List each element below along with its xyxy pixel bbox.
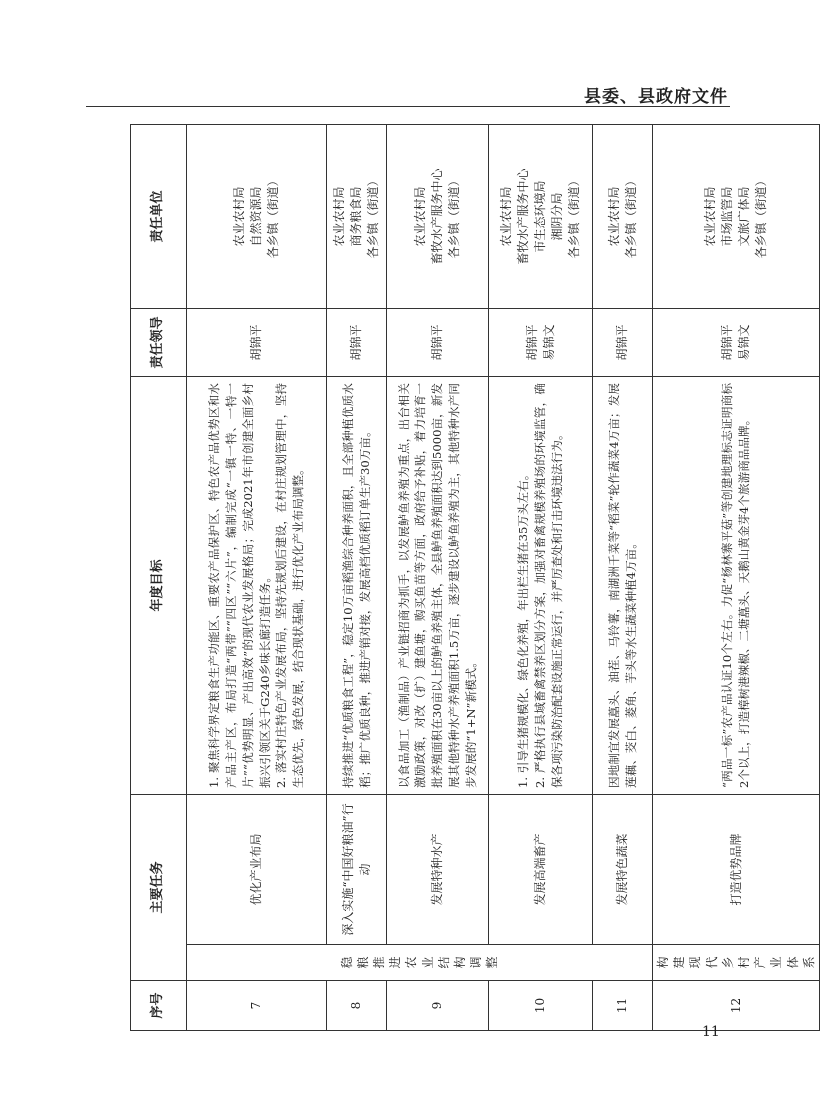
row-leader: 胡锦平 [327, 308, 387, 376]
row-seq: 11 [593, 981, 653, 1031]
category-cell [187, 945, 653, 981]
table-header-row [131, 124, 187, 1030]
table-row [653, 124, 820, 1030]
row-leader: 胡锦平 易锦文 [653, 308, 820, 376]
row-task: 优化产业布局 [187, 794, 327, 944]
row-seq: 12 [653, 981, 820, 1031]
header-main-task: 主要任务 [131, 794, 187, 980]
row-task: 发展特色蔬菜 [593, 794, 653, 944]
row-seq: 7 [187, 981, 327, 1031]
row-unit: 农业农村局 畜牧水产服务中心 市生态环境局 湘阴分局 各乡镇（街道） [489, 124, 593, 308]
header-seq: 序号 [131, 981, 187, 1031]
header-leader: 责任领导 [131, 308, 187, 376]
row-leader: 胡锦平 易锦文 [489, 308, 593, 376]
row-leader: 胡锦平 [187, 308, 327, 376]
row-seq: 8 [327, 981, 387, 1031]
document-header-title: 县委、县政府文件 [584, 87, 728, 107]
row-leader: 胡锦平 [593, 308, 653, 376]
row-goal: 1. 引导生猪规模化、绿色化养殖，年出栏生猪在35万头左右。 2. 严格执行县域畜禽禁养区划分方案，加强对畜禽规模养殖场的环境监管，确保各项污染防治配套设施正常运行，并严厉查处和打击环境违法行为。 [489, 376, 593, 794]
row-unit: 农业农村局 畜牧水产服务中心 各乡镇（街道） [387, 124, 489, 308]
header-unit: 责任单位 [131, 124, 187, 308]
table-row [489, 124, 593, 1030]
task-table-container [130, 125, 816, 1031]
category-label: 稳粮推进农业结构调整 [339, 956, 500, 969]
row-goal: 以食品加工（渔制品）产业链招商为抓手，以发展鲈鱼养殖为重点，出台相关激励政策，对改（扩）建鱼塘，购买鱼苗等方面，政府给予补贴，着力培育一批养殖面积在30亩以上的鲈鱼养殖主体，全县鲈鱼养殖面积达到5000亩，新发展其他特种水产养殖面积1.5万亩，逐步建设以鲈鱼养殖为主，其他特种水产同步发展的“1+N”新模式。 [387, 376, 489, 794]
row-unit: 农业农村局 商务粮食局 各乡镇（街道） [327, 124, 387, 308]
row-task: 发展高端畜产 [489, 794, 593, 944]
task-table [130, 124, 820, 1031]
row-goal: 持续推进“优质粮食工程”，稳定10万亩稻渔综合种养面积，且全部种植优质水稻；推广优质良种，推进产销对接，发展高档优质稻订单生产30万亩。 [327, 376, 387, 794]
row-goal: 1. 聚焦科学界定粮食生产功能区、重要农产品保护区、特色农产品优势区和水产品主产区，布局打造“两带”“四区”“六片”，编制完成“一镇一特、一特一片”“优势明显、产出高效”的现代农业发展格局；完成2021年市创建全面乡村振兴引领区关于G240乡味长廊打造任务。 2. 落实村庄特色产业发展布局，坚持先规划后建设，在村庄规划管理中，坚持生态优先，绿色发展，结合现状基础，进行优化产业布局调整。 [187, 376, 327, 794]
header-divider [86, 106, 730, 107]
category-cell [653, 945, 820, 981]
row-unit: 农业农村局 自然资源局 各乡镇（街道） [187, 124, 327, 308]
row-task: 发展特种水产 [387, 794, 489, 944]
row-seq: 10 [489, 981, 593, 1031]
category-label: 构建现代乡村产业体系 [656, 956, 816, 969]
table-row [327, 124, 387, 1030]
table-row [593, 124, 653, 1030]
row-goal: “两品一标”农产品认证10个左右。力促“杨林寨平菇”等创建地理标志证明商标2个以上，打造樟树港辣椒、二塘藠头、天鹅山黄金芽4个旅游商品品牌。 [653, 376, 820, 794]
header-goal: 年度目标 [131, 376, 187, 794]
table-row [387, 124, 489, 1030]
table-row [187, 124, 327, 1030]
row-goal: 因地制宜发展藠头、油茬、马铃薯，南湖洲千菜等“稻菜”轮作蔬菜4万亩；发展莲藕、茭白、菱角、芋头等水生蔬菜种植4万亩。 [593, 376, 653, 794]
row-seq: 9 [387, 981, 489, 1031]
row-task: 打造优势品牌 [653, 794, 820, 944]
row-unit: 农业农村局 市场监管局 文旅广体局 各乡镇（街道） [653, 124, 820, 308]
row-leader: 胡锦平 [387, 308, 489, 376]
row-unit: 农业农村局 各乡镇（街道） [593, 124, 653, 308]
row-task: 深入实施“中国好粮油”行动 [327, 794, 387, 944]
page-number: 11 [702, 1024, 720, 1040]
